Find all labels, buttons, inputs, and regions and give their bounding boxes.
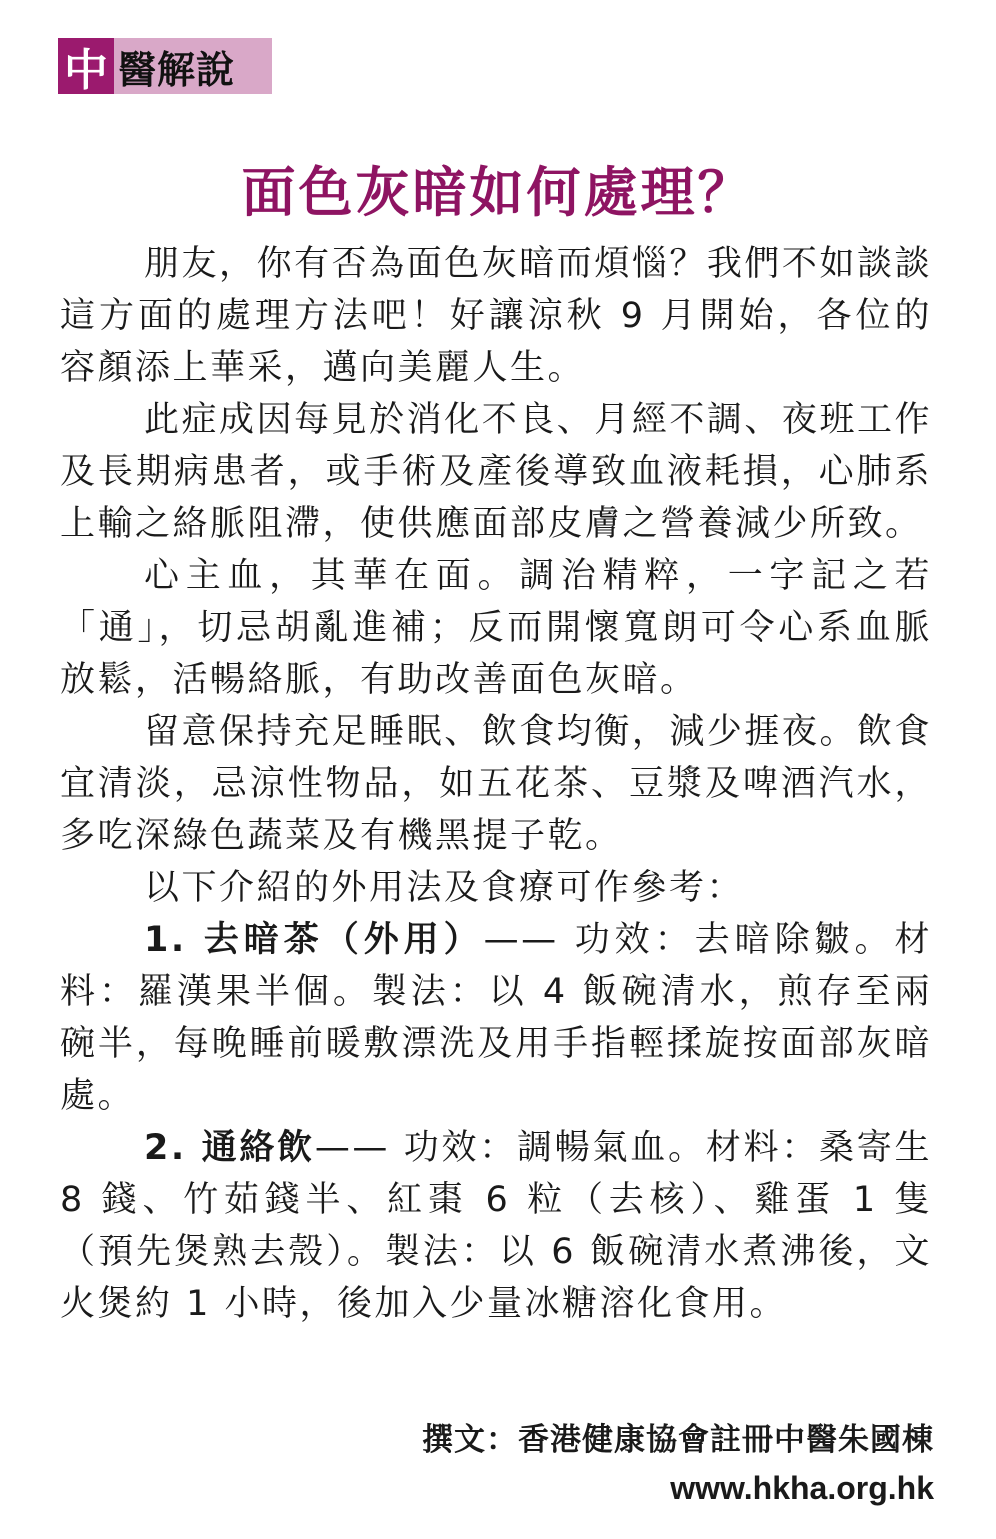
paragraph: 心主血，其華在面。調治精粹，一字記之若「通」，切忌胡亂進補；反而開懷寬朗可令心系血脈放鬆，活暢絡脈，有助改善面色灰暗。	[60, 556, 932, 700]
remedy-body: —— 功效：調暢氣血。材料：桑寄生 8 錢、竹茹錢半、紅棗 6 粒（去核）、雞蛋 1 隻（預先煲熟去殼）。製法：以 6 飯碗清水煮沸後，文火煲約 1 小時，後加入少量冰糖溶化食用。	[60, 1128, 932, 1324]
column-label: 醫解說	[114, 38, 272, 94]
remedy-heading: 1. 去暗茶（外用）	[144, 920, 484, 960]
remedy-item	[60, 1122, 932, 1330]
remedy-heading: 2. 通絡飲	[144, 1128, 315, 1168]
article-title: 面色灰暗如何處理？	[241, 161, 755, 224]
paragraph: 朋友，你有否為面色灰暗而煩惱？我們不如談談這方面的處理方法吧！好讓涼秋 9 月開始，各位的容顏添上華采，邁向美麗人生。	[60, 244, 932, 388]
article-body	[60, 238, 932, 1330]
remedy-item	[60, 914, 932, 1122]
column-header	[58, 38, 272, 94]
website-url: www.hkha.org.hk	[670, 1470, 934, 1506]
paragraph: 以下介紹的外用法及食療可作參考：	[144, 868, 745, 908]
paragraph: 留意保持充足睡眠、飲食均衡，減少捱夜。飲食宜清淡，忌涼性物品，如五花茶、豆漿及啤酒汽水，多吃深綠色蔬菜及有機黑提子乾。	[60, 712, 932, 856]
remedy-body: —— 功效：去暗除皺。材料：羅漢果半個。製法：以 4 飯碗清水，煎存至兩碗半，每晚睡前暖敷漂洗及用手指輕揉旋按面部灰暗處。	[60, 920, 932, 1116]
author-byline: 撰文：香港健康協會註冊中醫朱國棟	[422, 1422, 934, 1458]
column-badge: 中	[58, 38, 114, 94]
paragraph: 此症成因每見於消化不良、月經不調、夜班工作及長期病患者，或手術及產後導致血液耗損，心肺系上輸之絡脈阻滯，使供應面部皮膚之營養減少所致。	[60, 400, 932, 544]
